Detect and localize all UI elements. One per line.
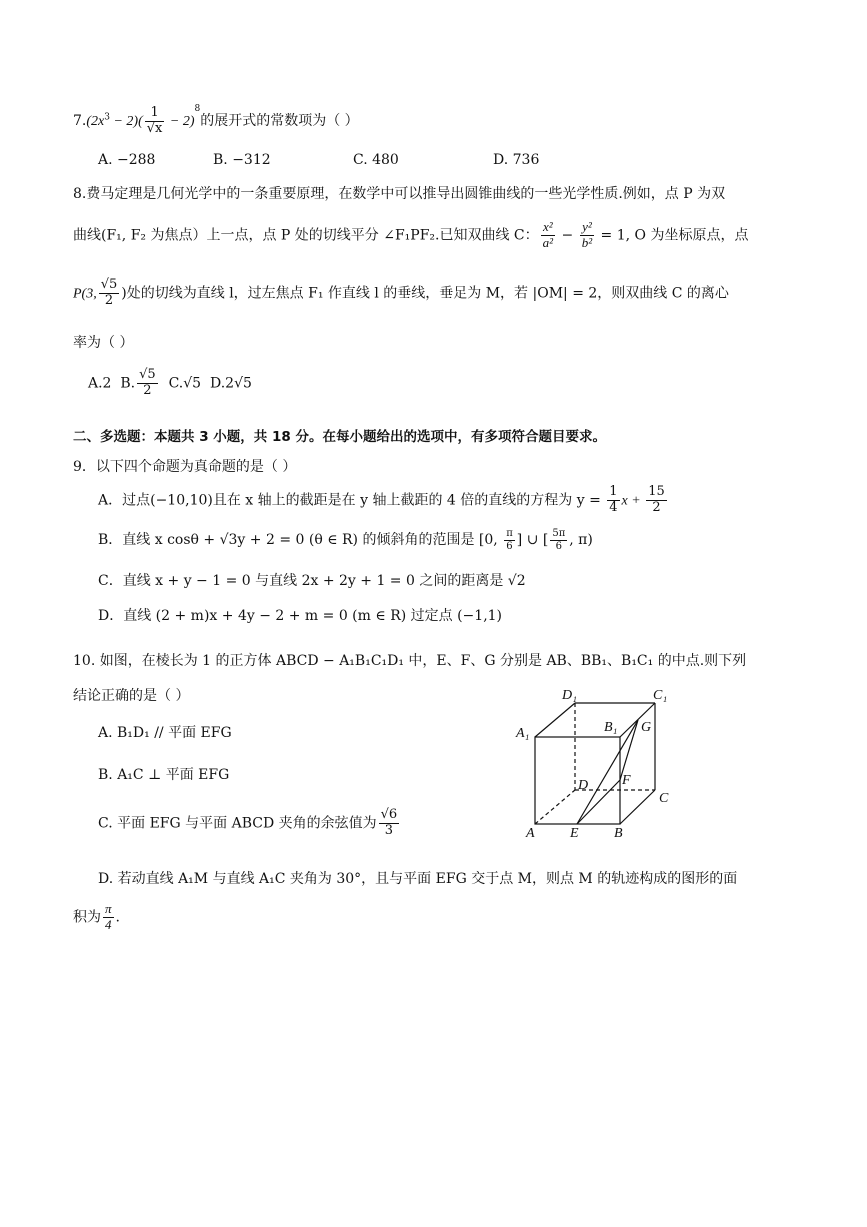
label-c1: C₁ bbox=[653, 688, 668, 703]
q10-option-d-line2: 积为 $\frac{\pi}{4}$ . bbox=[73, 901, 120, 932]
label-e: E bbox=[570, 826, 579, 841]
q8-line2: 曲线(F₁, F₂ 为焦点）上一点，点 P 处的切线平分 ∠F₁PF₂.已知双曲线 C： $\frac{\text{x²}}{\text{a²}}$ − $\frac{\text{y²}}{\text{b²}}$ = 1, O 为坐标原点，点 bbox=[73, 219, 749, 250]
q8-options: A.2 B. $\frac{√5}{2}$ C.√5 D.2√5 bbox=[88, 367, 252, 398]
q10-option-d-line1: D. 若动直线 A₁M 与直线 A₁C 夹角为 30°，且与平面 EFG 交于点 M，则点 M 的轨迹构成的图形的面 bbox=[98, 871, 738, 887]
label-a1: A₁ bbox=[516, 726, 530, 741]
q9-option-c: C．直线 x + y − 1 = 0 与直线 2x + 2y + 1 = 0 之间的距离是 √2 bbox=[98, 573, 526, 589]
q9-option-a: A．过点(−10,10)且在 x 轴上的截距是在 y 轴上截距的 4 倍的直线的方程为 y = $\frac{1}{4}$ x + $\frac{15}{2}$ bbox=[98, 484, 665, 515]
q8-line1: 8.费马定理是几何光学中的一条重要原理，在数学中可以推导出圆锥曲线的一些光学性质.例如，点 P 为双 bbox=[73, 186, 726, 202]
label-g: G bbox=[641, 720, 652, 735]
q10-line1: 10. 如图，在棱长为 1 的正方体 ABCD − A₁B₁C₁D₁ 中，E、F、G 分别是 AB、BB₁、B₁C₁ 的中点.则下列 bbox=[73, 653, 747, 669]
label-d1: D₁ bbox=[562, 688, 577, 703]
q7-option-b: B. −312 bbox=[213, 152, 271, 168]
q10-option-c: C. 平面 EFG 与平面 ABCD 夹角的余弦值为 $\frac{√6}{3}$ bbox=[98, 807, 398, 838]
q10-line2: 结论正确的是（ ） bbox=[73, 688, 190, 704]
label-b: B bbox=[614, 826, 623, 841]
section-heading: 二、多选题：本题共 3 小题，共 18 分。在每小题给出的选项中，有多项符合题目要求。 bbox=[73, 429, 606, 445]
label-a: A bbox=[526, 826, 535, 841]
label-b1: B₁ bbox=[604, 720, 618, 735]
q8-line4: 率为（ ） bbox=[73, 335, 134, 351]
q9-option-b: B．直线 x cosθ + √3y + 2 = 0 (θ ∈ R) 的倾斜角的范围是 [0, $\frac{\pi}{6}$ ] ∪ [ $\frac{5\pi}{6}$ , π) bbox=[98, 528, 593, 552]
q7-option-a: A. −288 bbox=[98, 152, 156, 168]
label-d: D bbox=[578, 778, 589, 793]
q8-line3: P(3, $\frac{√5}{2}$ )处的切线为直线 l，过左焦点 F₁ 作直线 l 的垂线，垂足为 M，若 |OM| = 2，则双曲线 C 的离心 bbox=[73, 277, 729, 308]
q10-option-a: A. B₁D₁ // 平面 EFG bbox=[98, 725, 232, 741]
q7-stem: $7.(2x^3 - 2)$( $\frac{1}{√x}$ − 2)$^8$的展开式的常数项为（ ） bbox=[73, 104, 359, 136]
q9-title: 9．以下四个命题为真命题的是（ ） bbox=[73, 459, 297, 475]
q7-option-d: D. 736 bbox=[493, 152, 540, 168]
q9-option-d: D．直线 (2 + m)x + 4y − 2 + m = 0 (m ∈ R) 过定点 (−1,1) bbox=[98, 608, 503, 624]
label-f: F bbox=[622, 773, 631, 788]
label-c: C bbox=[659, 791, 669, 806]
q7-option-c: C. 480 bbox=[353, 152, 399, 168]
cube-figure bbox=[510, 685, 700, 845]
q10-option-b: B. A₁C ⊥ 平面 EFG bbox=[98, 767, 230, 783]
